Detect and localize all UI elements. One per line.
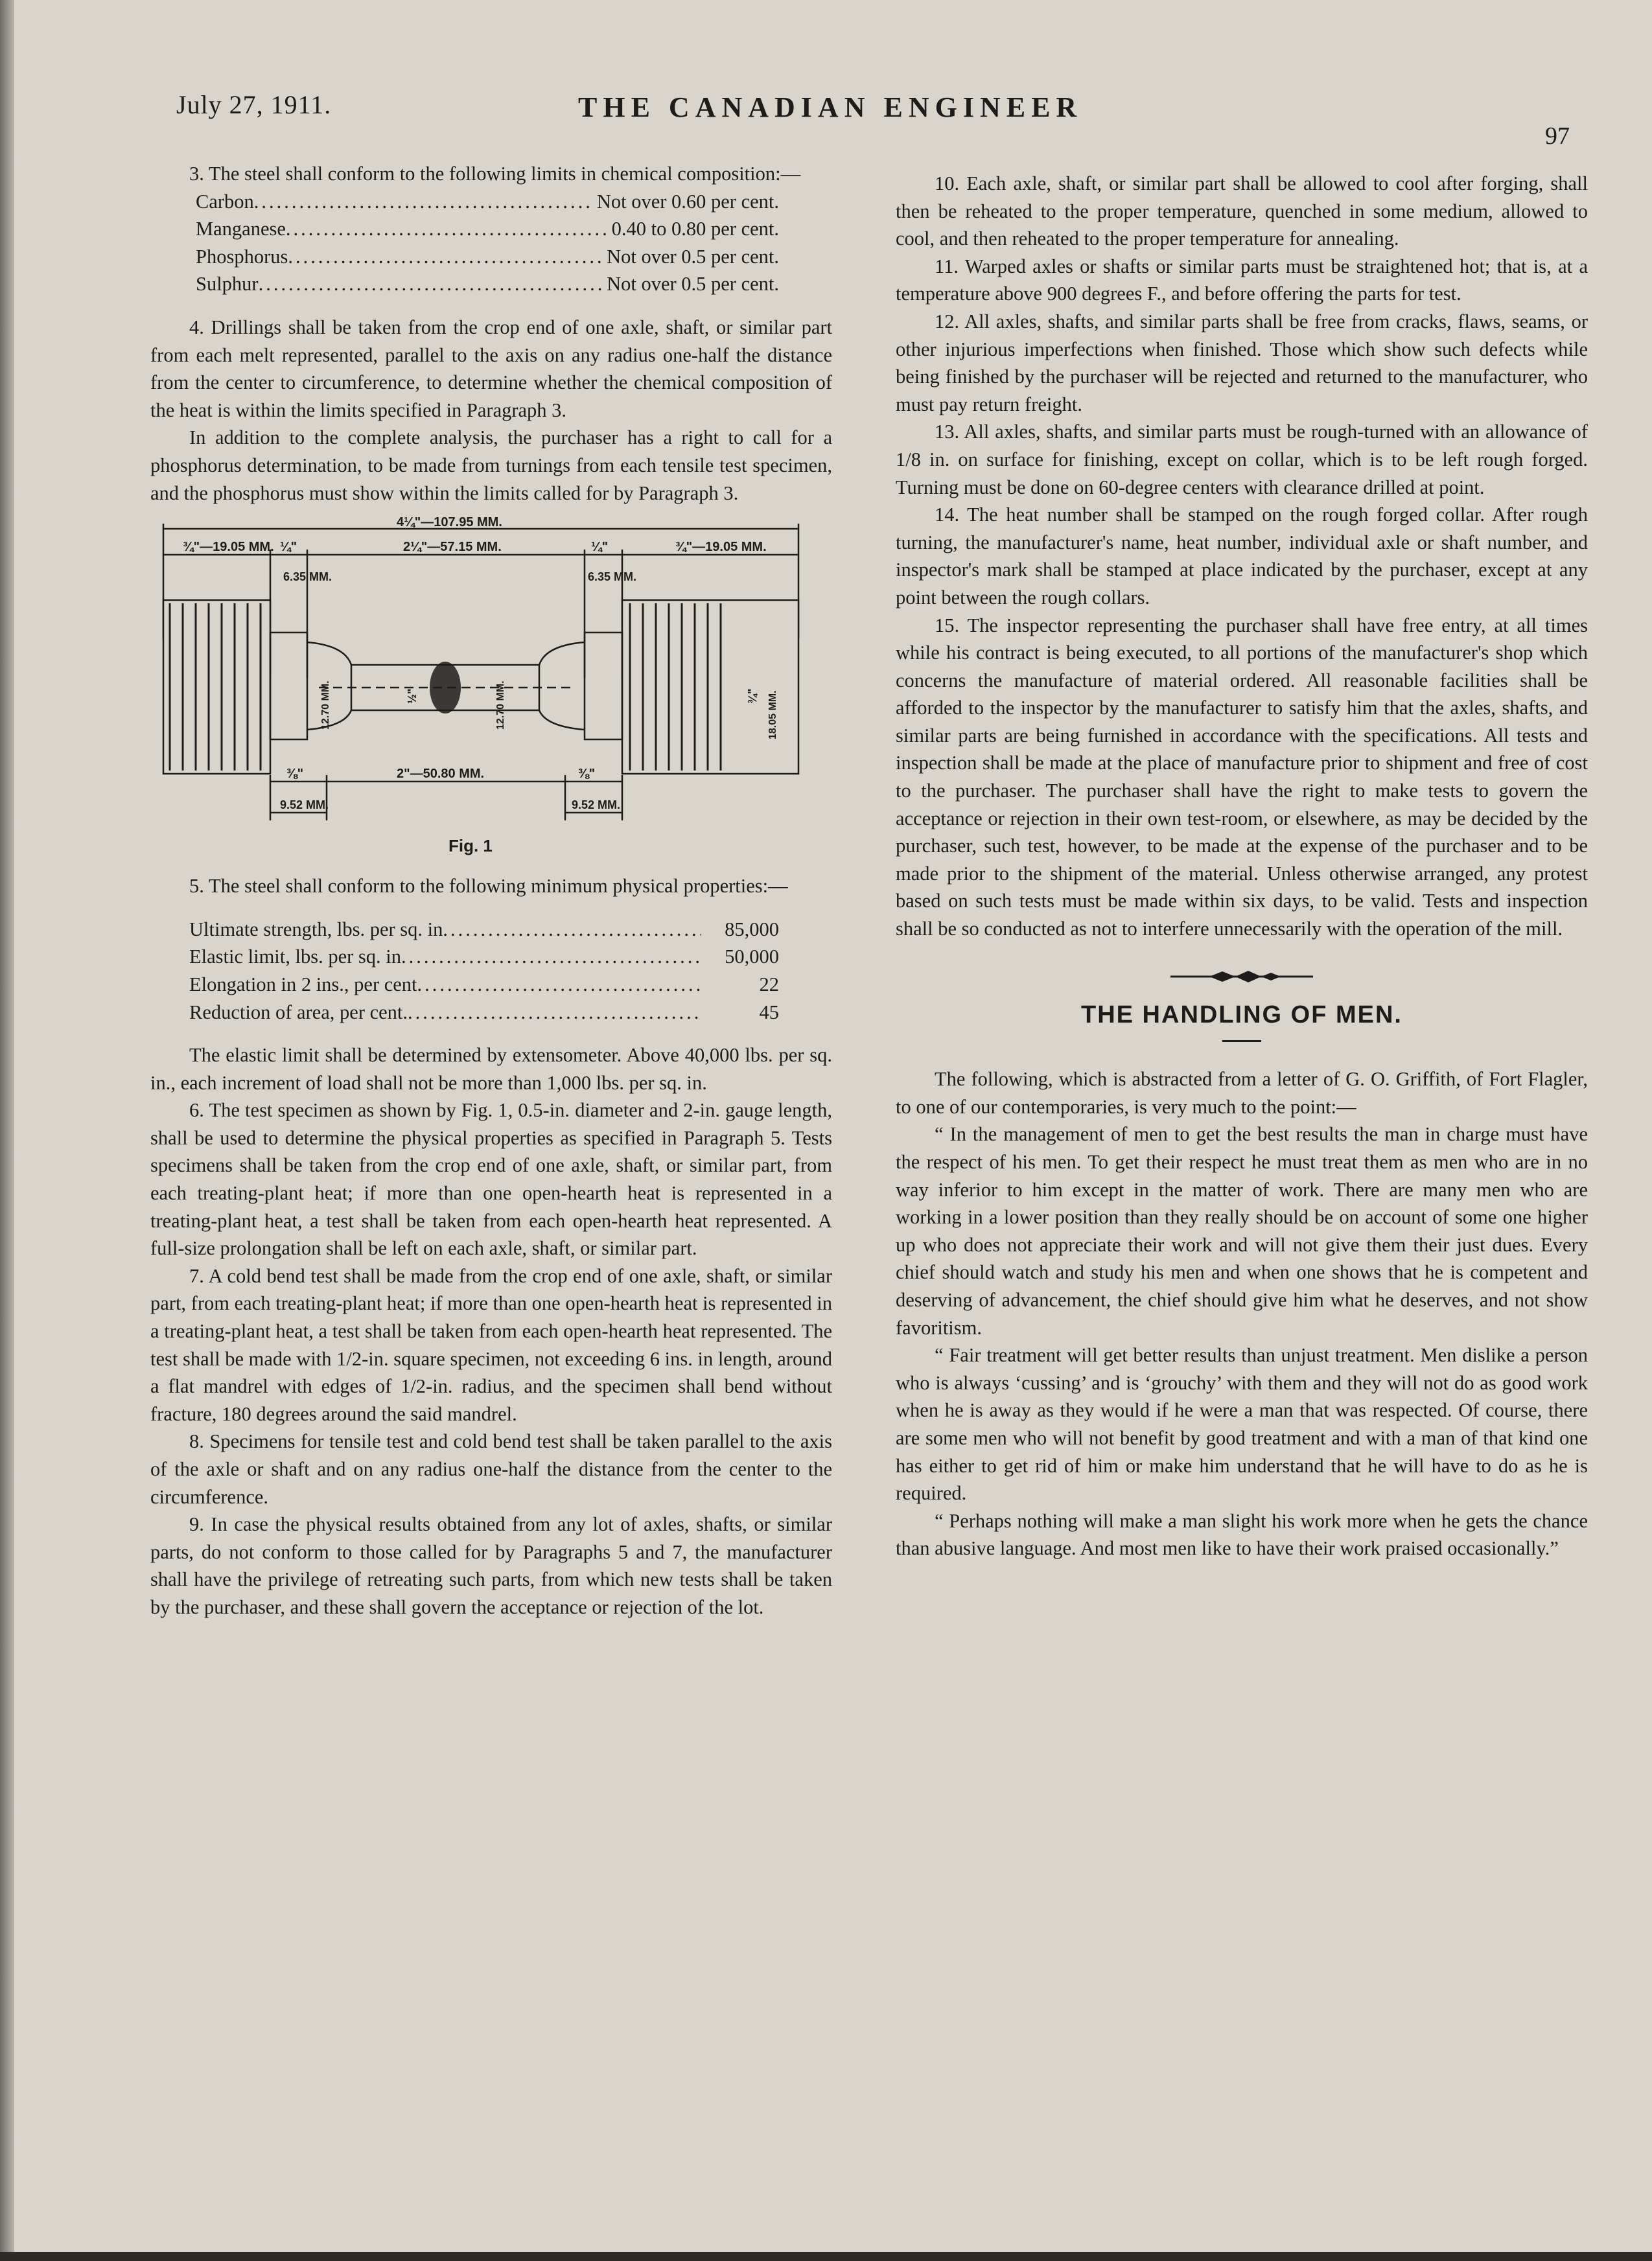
paragraph-4b: In addition to the complete analysis, the purchaser has a right to call for a phosphorus determination, to be made from turnings from each tensile test specimen, and the phosphorus must show within the limits called for by Paragraph 3. — [150, 426, 832, 504]
quote-paragraph-3: “ Perhaps nothing will make a man slight his work more when he gets the chance than abusive language. And most men like to have their work praised occasionally.” — [896, 1509, 1588, 1560]
dim-bottom-mid: 2"—50.80 MM. — [397, 767, 485, 782]
dim-d4: 18.05 MM. — [767, 690, 778, 740]
limit-row: Sulphur ..... Not over 0.5 per cent. — [196, 270, 779, 298]
dim-left-thread: ¾"—19.05 MM. — [183, 540, 274, 555]
right-column — [896, 170, 1588, 1562]
journal-title: THE CANADIAN ENGINEER — [578, 91, 1083, 123]
dim-bottom-right-mm: 9.52 MM. — [572, 798, 621, 812]
paragraph-8: 8. Specimens for tensile test and cold bend test shall be taken parallel to the axis of the axle or shaft and on any radius one-half the distance from the center to the circumference. — [150, 1430, 832, 1508]
dim-middle: 2¼"—57.15 MM. — [403, 540, 502, 555]
limit-row: Carbon ..... Not over 0.60 per cent. — [196, 188, 779, 216]
paragraph-9: 9. In case the physical results obtained from any lot of axles, shafts, or similar parts, do not conform to those called for by Paragraphs 5 and 7, the manufacturer shall have the privilege of retreating such parts, from which new tests shall be taken by the purchaser, and these shall govern the acceptance or rejection of the lot. — [150, 1513, 832, 1618]
test-specimen-figure — [157, 516, 805, 856]
paragraph-13: 13. All axles, shafts, and similar parts must be rough-turned with an allowance of 1/8 in. on surface for finishing, except on collar, which is to be left rough forged. Turning must be done on 60-degree centers with clearance drilled at point. — [896, 421, 1588, 498]
property-row: Reduction of area, per cent. ..... 45 — [189, 999, 779, 1026]
title-rule — [1222, 1040, 1261, 1042]
page-bottom-edge — [0, 2252, 1652, 2261]
property-row: Elastic limit, lbs. per sq. in ..... 50,000 — [189, 943, 779, 971]
paragraph-5b: The elastic limit shall be determined by extensometer. Above 40,000 lbs. per sq. in., each increment of load shall not be more than 1,000 lbs. per sq. in. — [150, 1044, 832, 1094]
property-row: Elongation in 2 ins., per cent ..... 22 — [189, 971, 779, 999]
dim-bottom-left: ⅜" — [286, 767, 304, 782]
paragraph-12: 12. All axles, shafts, and similar parts shall be free from cracks, flaws, seams, or other injurious imperfections when finished. Those which show such defects while being finished by the purchaser will be rejected and returned to the manufacturer, who must pay return freight. — [896, 310, 1588, 415]
section-ornament — [1170, 969, 1313, 984]
dim-left-shoulder: ¼" — [280, 540, 297, 555]
dim-right-thread: ¾"—19.05 MM. — [675, 540, 767, 555]
paragraph-6: 6. The test specimen as shown by Fig. 1, 0.5-in. diameter and 2-in. gauge length, shall be used to determine the physical properties as specified in Paragraph 5. Tests specimens shall be taken from the crop end of one axle, shaft, or similar part, from each treating-plant heat; if more than one open-hearth heat is represented in a treating-plant heat, a test shall be taken from each open-hearth heat represented. A full-size prolongation shall be left on each axle, shaft, or similar part. — [150, 1099, 832, 1260]
physical-properties-list — [189, 916, 779, 1026]
paragraph-7: 7. A cold bend test shall be made from the crop end of one axle, shaft, or similar part, from each treating-plant heat; if more than one open-hearth heat is represented in a treating-plant heat, a test shall be taken from each open-hearth heat represented. The test shall be made with 1/2-in. square specimen, not exceeding 6 ins. in length, around a flat mandrel with edges of 1/2-in. radius, and the specimen shall bend without fracture, 180 degrees around the said mandrel. — [150, 1264, 832, 1425]
quote-paragraph-1: “ In the management of men to get the best results the man in charge must have the respect of his men. To get their respect he must treat them as men who are in no way inferior to him except in the matter of work. There are many men who are working in a lower position than they really should be on account of some one higher up who does not appreciate their work and will not give them their just dues. Every chief should watch and study his men and when one shows that he is competent and deserving of advancement, the chief should give him what he deserves, and not show favoritism. — [896, 1123, 1588, 1339]
limit-row: Manganese ..... 0.40 to 0.80 per cent. — [196, 215, 779, 243]
dim-overall: 4¼"—107.95 MM. — [397, 516, 502, 530]
figure-caption: Fig. 1 — [448, 836, 493, 856]
page-number: 97 — [1545, 122, 1570, 150]
limit-row: Phosphorus ..... Not over 0.5 per cent. — [196, 243, 779, 271]
paragraph-11: 11. Warped axles or shafts or similar parts must be straightened hot; that is, at a temperature above 900 degrees F., and before offering the parts for test. — [896, 255, 1588, 305]
page-header — [176, 89, 1570, 150]
dim-d5: ¾" — [746, 688, 759, 704]
dim-d3: ½" — [406, 688, 419, 704]
left-column — [150, 160, 832, 1621]
dim-right-dia: 6.35 MM. — [588, 570, 637, 584]
paragraph-4: 4. Drillings shall be taken from the crop end of one axle, shaft, or similar part from each melt represented, parallel to the axis on any radius one-half the distance from the center to circumference, to determine whether the chemical composition of the heat is within the limits specified in Paragraph 3. — [150, 316, 832, 421]
section-title: THE HANDLING OF MEN. — [1081, 1001, 1402, 1028]
paragraph-5: 5. The steel shall conform to the following minimum physical properties:— — [189, 875, 788, 898]
paragraph-14: 14. The heat number shall be stamped on the rough forged collar. After rough turning, the manufacturer's name, heat number, individual axle or shaft number, and inspector's mark shall be stamped at place indicated by the purchaser, except at any point between the rough collars. — [896, 504, 1588, 609]
dim-d2: 12.70 MM. — [495, 680, 506, 730]
intro-paragraph: The following, which is abstracted from a letter of G. O. Griffith, of Fort Flagler, to one of our contemporaries, is very much to the point:— — [896, 1068, 1588, 1118]
dim-right-shoulder: ¼" — [591, 540, 609, 555]
chemical-limits-list — [196, 188, 779, 298]
dim-left-dia: 6.35 MM. — [283, 570, 332, 584]
issue-date: July 27, 1911. — [176, 90, 332, 119]
paragraph-10: 10. Each axle, shaft, or similar part shall be allowed to cool after forging, shall then be reheated to the proper temperature, quenched in some medium, allowed to cool, and then reheated to the proper temperature for annealing. — [896, 172, 1588, 250]
book-spine-shadow — [0, 0, 14, 2261]
dim-bottom-left-mm: 9.52 MM. — [280, 798, 329, 812]
paragraph-3: 3. The steel shall conform to the following limits in chemical composition:— — [189, 163, 801, 185]
quote-paragraph-2: “ Fair treatment will get better results than unjust treatment. Men dislike a person who is always ‘cussing’ and is ‘grouchy’ with them and they will not do as good work when he is away as they would if he were a man that was respected. Of course, there are some men who will not benefit by good treatment and with a man of that kind one has either to get rid of him or make him understand that he will have to do as he is required. — [896, 1344, 1588, 1505]
dim-d1: 12.70 MM. — [320, 680, 331, 730]
dim-bottom-right: ⅜" — [578, 767, 596, 782]
paragraph-15: 15. The inspector representing the purchaser shall have free entry, at all times while his contract is being executed, to all portions of the manufacturer's shop which concerns the manufacture of material ordered. All reasonable facilities shall be afforded to the inspector by the manufacturer to satisfy him that the axles, shafts, and similar parts are being furnished in accordance with the specifications. All tests and inspection shall be made at the place of manufacture prior to shipment and free of cost to the purchaser. The purchaser shall have the right to make tests to govern the acceptance or rejection in their own test-room, or elsewhere, as may be decided by the purchaser, such test, however, to be made at the expense of the purchaser and to be made prior to the shipment of the material. Unless otherwise arranged, any protest based on such tests must be made within six days, to be valid. Tests and inspection shall be so conducted as not to interfere unnecessarily with the operation of the mill. — [896, 614, 1588, 940]
specimen-drawing — [157, 516, 805, 827]
property-row: Ultimate strength, lbs. per sq. in ..... 85,000 — [189, 916, 779, 944]
